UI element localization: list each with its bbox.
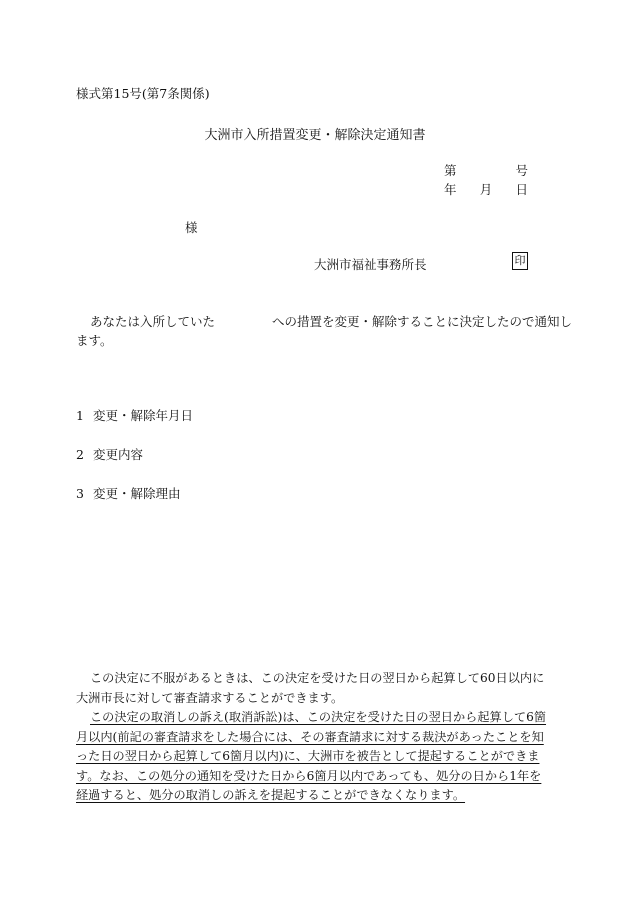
- list-item: [76, 445, 143, 463]
- item-label: 変更内容: [93, 447, 144, 462]
- item-number: 2: [76, 447, 84, 462]
- notice-text-part1: あなたは入所していた: [90, 314, 216, 329]
- appeal-lawsuit: [76, 708, 550, 806]
- page-title: 大洲市入所措置変更・解除決定通知書: [204, 128, 426, 143]
- list-item: [76, 406, 193, 424]
- item-label: 変更・解除理由: [93, 486, 181, 501]
- list-item: [76, 484, 181, 502]
- document-number-suffix: 号: [515, 163, 528, 178]
- seal-mark: 印: [512, 252, 528, 270]
- notice-text-part2: への措置を変更・解除することに決定したので通知し: [272, 314, 573, 329]
- document-number-prefix: 第: [444, 163, 457, 178]
- date-day: 日: [515, 182, 528, 197]
- document-date: [444, 180, 528, 198]
- appeal-review-request: この決定に不服があるときは、この決定を受けた日の翌日から起算して60日以内に大洲市長に対して審査請求することができます。: [76, 671, 545, 705]
- form-number: 様式第15号(第7条関係): [76, 86, 210, 101]
- item-number: 1: [76, 408, 84, 423]
- notice-text-part3: ます。: [76, 333, 113, 348]
- date-year: 年: [444, 182, 457, 197]
- sender-name: 大洲市福祉事務所長: [314, 257, 427, 272]
- date-month: 月: [479, 182, 493, 197]
- appeal-notice: [76, 669, 550, 806]
- item-number: 3: [76, 486, 84, 501]
- appeal-lawsuit-text: この決定の取消しの訴え(取消訴訟)は、この決定を受けた日の翌日から起算して6箇月以内(前記の審査請求をした場合には、その審査請求に対する裁決があったことを知った日の翌日から起算して6箇月以内)に、大洲市を被告として提起することができます。なお、この処分の通知を受けた日から6箇月以内であっても、処分の日から1年を経過すると、処分の取消しの訴えを提起することができなくなります。: [76, 710, 547, 802]
- recipient-honorific: 様: [185, 220, 198, 235]
- item-label: 変更・解除年月日: [93, 408, 194, 423]
- document-number: [444, 161, 528, 179]
